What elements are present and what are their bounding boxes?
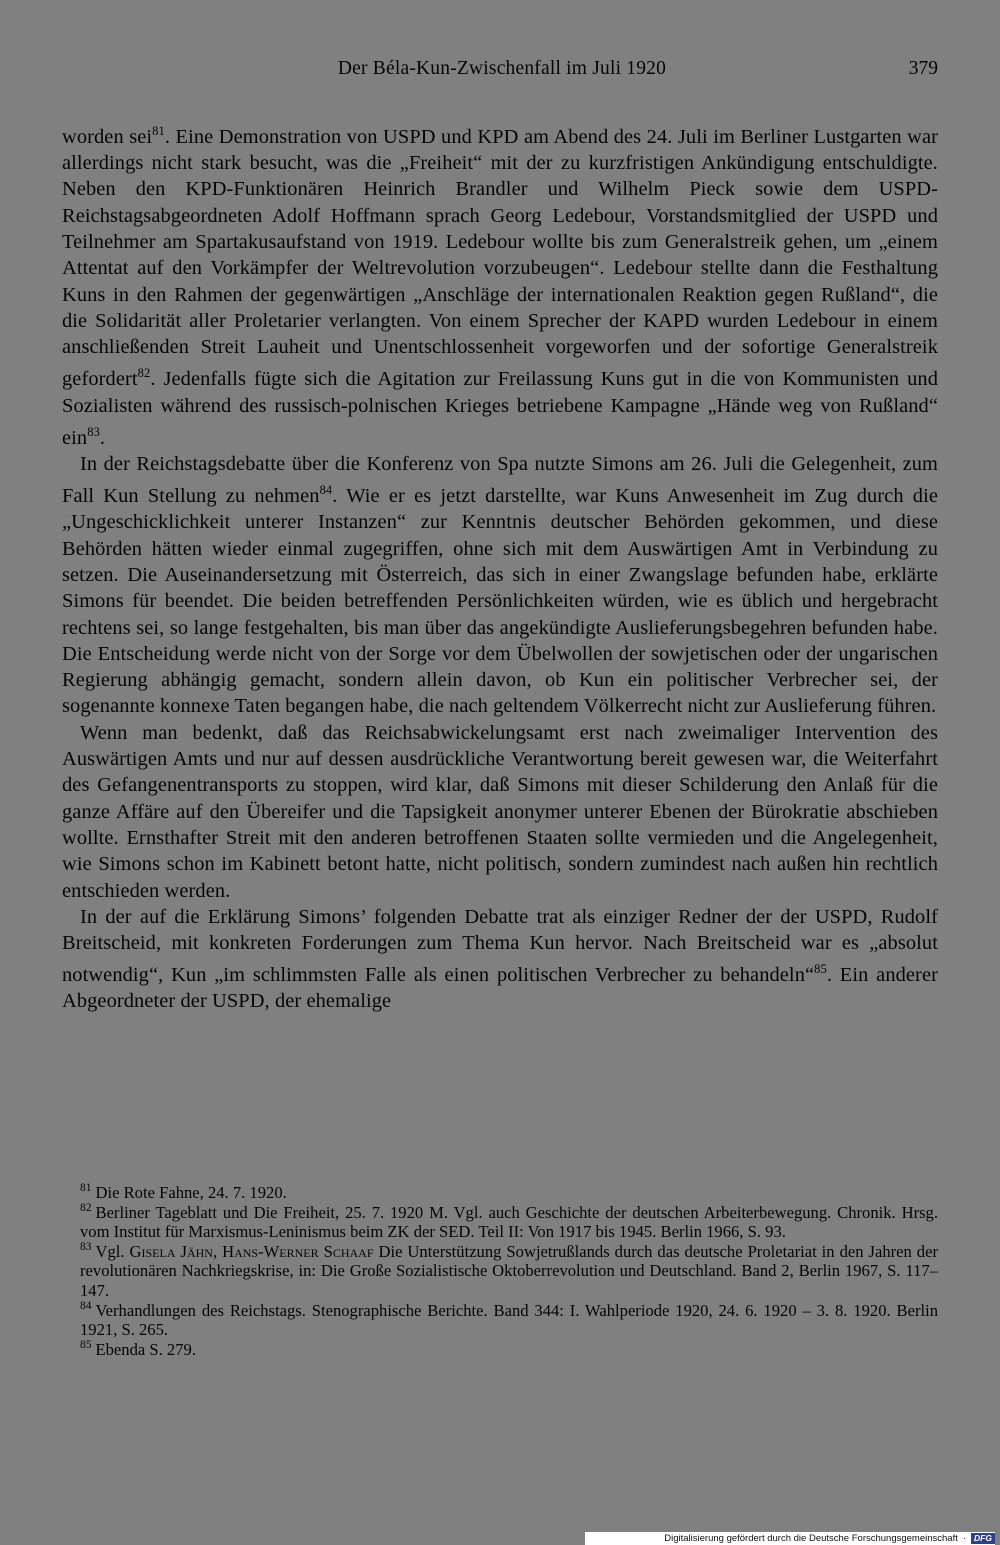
footnote — [80, 1340, 938, 1360]
banner-text: Digitalisierung gefördert durch die Deutsche Forschungsgemeinschaft — [664, 1533, 958, 1544]
footnote-reference: 81 — [152, 124, 165, 138]
footnote — [80, 1242, 938, 1301]
footnote-reference: 82 — [137, 366, 151, 381]
text-run: . Jedenfalls fügte sich die Agitation zur Freilassung Kuns gut in die von Kommunisten und Sozialisten während des russisch-polnischen Krieges betriebene Kampagne „Hände weg von Rußland“ ein — [62, 368, 938, 449]
footnote-number: 81 — [80, 1182, 92, 1195]
running-title: Der Béla-Kun-Zwischenfall im Juli 1920 — [337, 58, 667, 79]
paragraph — [62, 720, 938, 904]
footnote-number: 82 — [80, 1202, 92, 1215]
text-run: Die Rote Fahne, 24. 7. 1920. — [95, 1183, 287, 1202]
dfg-logo: DFG — [971, 1533, 995, 1544]
paragraph — [62, 451, 938, 720]
text-run: Vgl. — [95, 1241, 130, 1261]
text-run: Die Unterstützung Sowjetrußlands durch das deutsche Proletariat in den Jahren der revolutionären Nachkriegskrise, in: Die Große Sozialistische Oktoberrevolution und Deutschland. Band 2, Berlin 1967, S. 117–147. — [80, 1241, 938, 1300]
text-run: . Ein anderer Abgeordneter der USPD, der ehemalige — [62, 964, 938, 1013]
footnote-number: 84 — [80, 1300, 92, 1313]
text-run: . — [99, 426, 106, 449]
footnote — [80, 1203, 938, 1242]
text-run: worden sei — [62, 125, 153, 148]
paragraph — [62, 904, 938, 1015]
text-run: . Eine Demonstration von USPD und KPD am Abend des 24. Juli im Berliner Lustgarten war allerdings nicht stark besucht, was die „Freiheit“ mit der zu kurzfristigen Ankündigung entschuldigte. Neben den KPD-Funktionären Heinrich Brandler und Wilhelm Pieck sowie dem USPD-Reichstagsabgeordneten Adolf Hoffmann sprach Georg Ledebour, Vorstandsmitglied der USPD und Teilnehmer am Spartakusaufstand von 1919. Ledebour wollte bis zum Generalstreik gehen, um „einem Attentat auf den Vorkämpfer der Weltrevolution vorzubeugen“. Ledebour stellte dann die Festhaltung Kuns in den Rahmen der gegenwärtigen „Anschläge der internationalen Reaktion gegen Rußland“, die die Solidarität aller Proletarier verlangten. Von einem Sprecher der KAPD wurden Ledebour in einem anschließenden Streit Lauheit und Unentschlossenheit vorgeworfen und der sofortige Generalstreik gefordert — [62, 125, 939, 391]
text-run: . Wie er es jetzt darstellte, war Kuns Anwesenheit im Zug durch die „Ungeschicklichkeit unterer Instanzen“ zur Kenntnis deutscher Behörden gekommen, und diese Behörden hätten wieder einmal zugegriffen, ohne sich mit dem Auswärtigen Amt in Verbindung zu setzen. Die Auseinandersetzung mit Österreich, das sich in einer Zwangslage befunden habe, erklärte Simons für beendet. Die beiden betreffenden Persönlichkeiten würden, wie es üblich und hergebracht rechtens sei, so lange festgehalten, bis man über das angekündigte Auslieferungsbegehren befunden habe. Die Entscheidung werde nicht von der Sorge vor dem Übelwollen der sowjetischen oder der ungarischen Regierung abhängig gemacht, sondern allein davon, ob Kun ein politischer Verbrecher sei, der sogenannte konnexe Taten begangen habe, die nach geltendem Völkerrecht nicht zur Auslieferung führen. — [62, 485, 938, 718]
paragraph — [62, 118, 938, 451]
footnote — [80, 1301, 938, 1340]
text-run: Verhandlungen des Reichstags. Stenographische Berichte. Band 344: I. Wahlperiode 1920, 24. 6. 1920 – 3. 8. 1920. Berlin 1921, S. 265. — [80, 1300, 938, 1340]
author-names: Gisela Jähn, Hans-Werner Schaaf — [129, 1241, 374, 1261]
footnote-number: 83 — [80, 1241, 92, 1254]
footnotes — [80, 1183, 938, 1359]
text-run: Ebenda S. 279. — [95, 1339, 196, 1359]
footnote-number: 85 — [80, 1339, 92, 1352]
body-text — [62, 118, 938, 1015]
text-run: Wenn man bedenkt, daß das Reichsabwickelungsamt erst nach zweimaliger Intervention des Auswärtigen Amts und nur auf dessen ausdrückliche Verantwortung bereit gewesen war, die Weiterfahrt des Gefangenentransports zu stoppen, wird klar, daß Simons mit dieser Schilderung den Anlaß für die ganze Affäre auf den Übereifer und die Tapsigkeit anonymer unterer Ebenen der Bürokratie abschieben wollte. Ernsthafter Streit mit den anderen betroffenen Staaten sollte vermieden und die Angelegenheit, wie Simons schon im Kabinett betont hatte, nicht politisch, sondern zumindest nach außen hin rechtlich entschieden werden. — [62, 721, 938, 902]
footnote-reference: 84 — [319, 483, 333, 498]
page-header — [62, 58, 942, 88]
text-run: In der auf die Erklärung Simons’ folgenden Debatte trat als einziger Redner der der USPD, Rudolf Breitscheid, mit konkreten Forderungen zum Thema Kun hervor. Nach Breitscheid war es „absolut notwendig“, Kun „im schlimmsten Falle als einen politischen Verbrecher zu behandeln“ — [62, 905, 938, 987]
footnote-reference: 83 — [87, 424, 100, 439]
text-run: In der Reichstagsdebatte über die Konferenz von Spa nutzte Simons am 26. Juli die Gelegenheit, zum Fall Kun Stellung zu nehmen — [62, 452, 938, 508]
digitization-banner — [585, 1532, 995, 1545]
text-run: Berliner Tageblatt und Die Freiheit, 25. 7. 1920 M. Vgl. auch Geschichte der deutschen Arbeiterbewegung. Chronik. Hrsg. vom Institut für Marxismus-Leninismus beim ZK der SED. Teil II: Von 1917 bis 1945. Berlin 1966, S. 93. — [80, 1202, 938, 1242]
banner-separator: · — [962, 1533, 967, 1544]
footnote-reference: 85 — [814, 962, 827, 977]
footnote — [80, 1183, 938, 1203]
page-number: 379 — [908, 58, 938, 79]
